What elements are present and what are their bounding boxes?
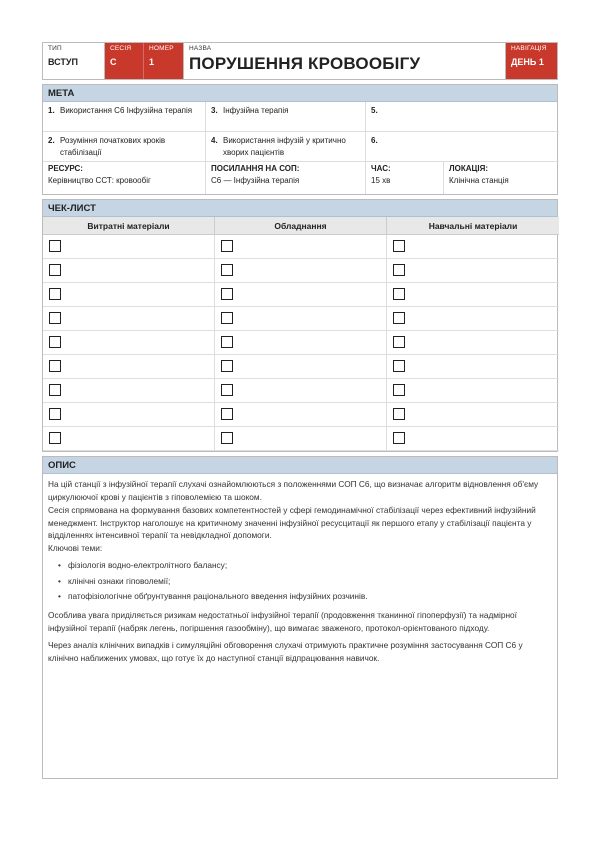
checklist-section: [42, 199, 558, 452]
checkbox[interactable]: [49, 384, 61, 396]
checkbox[interactable]: [393, 240, 405, 252]
goals-section: [42, 84, 558, 195]
checklist-cell: [43, 283, 215, 307]
description-body: [43, 474, 557, 778]
checklist-cell: [387, 427, 559, 451]
checkbox[interactable]: [49, 240, 61, 252]
checkbox[interactable]: [393, 432, 405, 444]
time-value: 15 хв: [371, 176, 391, 185]
page-title: ПОРУШЕННЯ КРОВООБІГУ: [189, 54, 421, 73]
list-item: • фізіологія водно-електролітного балансу;: [48, 559, 552, 572]
goal-number: 1.: [48, 106, 55, 115]
checkbox[interactable]: [221, 408, 233, 420]
goal-number: 5.: [371, 106, 378, 115]
checklist-cell: [387, 355, 559, 379]
time-cell: [366, 162, 444, 194]
sop-value: С6 — Інфузійна терапія: [211, 176, 300, 185]
location-cell: [444, 162, 559, 194]
checklist-cell: [215, 307, 387, 331]
type-cell: [43, 43, 105, 79]
checklist-grid: [43, 217, 557, 451]
checklist-cell: [43, 355, 215, 379]
checkbox[interactable]: [221, 360, 233, 372]
checkbox[interactable]: [49, 408, 61, 420]
station-card: [42, 42, 558, 779]
session-cell: [105, 43, 144, 79]
goal-item: [43, 132, 206, 162]
checklist-cell: [43, 259, 215, 283]
checkbox[interactable]: [221, 288, 233, 300]
goal-number: 4.: [211, 136, 218, 145]
resource-cell: [43, 162, 206, 194]
list-item: • клінічні ознаки гіповолемії;: [48, 575, 552, 588]
meta-row: [43, 162, 557, 194]
checklist-cell: [215, 235, 387, 259]
checklist-cell: [215, 379, 387, 403]
goal-item: [206, 102, 366, 132]
checklist-cell: [43, 307, 215, 331]
goal-item: [366, 102, 559, 132]
goals-heading: МЕТА: [43, 85, 557, 102]
checkbox[interactable]: [49, 432, 61, 444]
name-label: НАЗВА: [189, 45, 212, 52]
checklist-cell: [387, 331, 559, 355]
sop-label: ПОСИЛАННЯ НА СОП:: [211, 164, 300, 173]
checkbox[interactable]: [221, 432, 233, 444]
checklist-column-equipment: Обладнання: [215, 217, 387, 235]
checklist-cell: [387, 235, 559, 259]
checklist-heading: ЧЕК-ЛИСТ: [43, 200, 557, 217]
type-value: ВСТУП: [48, 57, 78, 67]
session-label: СЕСІЯ: [110, 45, 132, 52]
goal-number: 3.: [211, 106, 218, 115]
checklist-cell: [215, 403, 387, 427]
goal-text: Використання С6 Інфузійна терапія: [60, 106, 193, 115]
time-label: ЧАС:: [371, 164, 391, 173]
description-paragraph: Особлива увага приділяється ризикам недостатньої інфузійної терапії (продовження тканинної гіпоперфузії) та надмірної інфузійної терапії (набряк легень, погіршення газообміну), що вимагає зваженого, протокол-орієнтованого підходу.: [48, 609, 517, 633]
session-value: C: [110, 57, 117, 67]
checklist-cell: [215, 355, 387, 379]
checkbox[interactable]: [221, 240, 233, 252]
checkbox[interactable]: [393, 384, 405, 396]
description-heading: ОПИС: [43, 457, 557, 474]
location-label: ЛОКАЦІЯ:: [449, 164, 488, 173]
goal-item: [43, 102, 206, 132]
checkbox[interactable]: [393, 264, 405, 276]
number-label: НОМЕР: [149, 45, 174, 52]
key-topics-list: [48, 559, 552, 603]
checklist-cell: [387, 259, 559, 283]
checkbox[interactable]: [49, 264, 61, 276]
goal-item: [366, 132, 559, 162]
goal-item: [206, 132, 366, 162]
description-section: [42, 456, 558, 779]
sop-cell: [206, 162, 366, 194]
checkbox[interactable]: [393, 312, 405, 324]
checklist-cell: [215, 259, 387, 283]
checklist-column-consumables: Витратні матеріали: [43, 217, 215, 235]
type-label: ТИП: [48, 45, 62, 52]
checklist-cell: [387, 379, 559, 403]
checklist-cell: [387, 403, 559, 427]
nav-label: НАВІГАЦІЯ: [511, 45, 547, 52]
checkbox[interactable]: [49, 288, 61, 300]
checklist-cell: [43, 331, 215, 355]
nav-value: ДЕНЬ 1: [511, 57, 544, 67]
title-cell: [184, 43, 506, 79]
resource-label: РЕСУРС:: [48, 164, 83, 173]
checklist-cell: [43, 403, 215, 427]
checkbox[interactable]: [49, 360, 61, 372]
description-paragraph: Ключові теми:: [48, 543, 103, 554]
nav-cell: [506, 43, 557, 79]
goal-text: Використання інфузій у критично хворих пацієнтів: [223, 136, 346, 157]
goal-text: Розуміння початкових кроків стабілізації: [60, 136, 166, 157]
goals-grid: [43, 102, 557, 162]
number-cell: [144, 43, 184, 79]
resource-value: Керівництво ССТ: кровообіг: [48, 176, 151, 185]
checkbox[interactable]: [393, 408, 405, 420]
description-paragraph: На цій станції з інфузійної терапії слухачі ознайомлюються з положеннями СОП С6, що визначає алгоритм відновлення об'єму циркулюючої крові у пацієнтів з гіповолемією та шоком.: [48, 479, 539, 502]
checkbox[interactable]: [221, 264, 233, 276]
goal-text: Інфузійна терапія: [223, 106, 289, 115]
checklist-cell: [215, 331, 387, 355]
checkbox[interactable]: [221, 336, 233, 348]
checkbox[interactable]: [49, 312, 61, 324]
checkbox[interactable]: [393, 360, 405, 372]
checklist-column-training: Навчальні матеріали: [387, 217, 559, 235]
checklist-cell: [215, 283, 387, 307]
checklist-cell: [43, 427, 215, 451]
card-header: [42, 42, 558, 80]
number-value: 1: [149, 57, 155, 67]
checkbox[interactable]: [393, 336, 405, 348]
description-paragraph: Сесія спрямована на формування базових компетентностей у сфері гемодинамічної стабілізації через ефективний інфузійний менеджмент. Інструктор наголошує на критичному значенні інфузійної ресусцитації як першого етапу у стабілізації пацієнта у відділеннях інтенсивної терапії та невідкладної допомоги.: [48, 504, 536, 541]
checkbox[interactable]: [49, 336, 61, 348]
checklist-cell: [215, 427, 387, 451]
checkbox[interactable]: [221, 312, 233, 324]
location-value: Клінічна станція: [449, 176, 509, 185]
checkbox[interactable]: [221, 384, 233, 396]
checklist-cell: [43, 235, 215, 259]
checklist-cell: [43, 379, 215, 403]
checkbox[interactable]: [393, 288, 405, 300]
checklist-cell: [387, 283, 559, 307]
goal-number: 2.: [48, 136, 55, 145]
description-paragraph: Через аналіз клінічних випадків і симуляційні обговорення слухачі отримують практичне розуміння застосування СОП С6 у клінічно наближених умовах, що готує їх до наступної станції відпрацювання навичок.: [48, 640, 523, 664]
goal-number: 6.: [371, 136, 378, 145]
checklist-cell: [387, 307, 559, 331]
list-item: • патофізіологічне обґрунтування раціонального введення інфузійних розчинів.: [48, 590, 552, 603]
